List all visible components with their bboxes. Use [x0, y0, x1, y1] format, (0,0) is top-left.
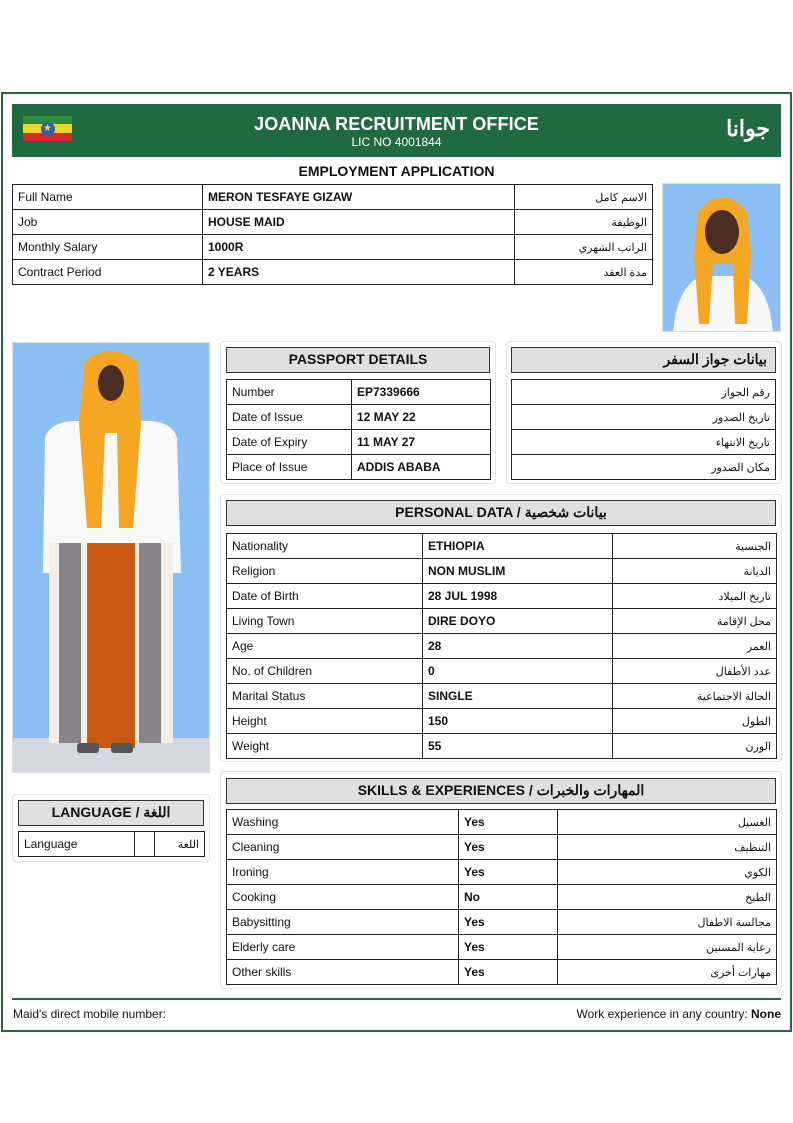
skill-label: Other skills: [227, 960, 459, 985]
skill-label-arabic: الطبخ: [558, 885, 777, 910]
passport-row: [227, 455, 491, 480]
personal-field-value: SINGLE: [423, 684, 613, 709]
personal-row: [227, 584, 777, 609]
footer-divider: [12, 998, 781, 1000]
personal-field-label: Marital Status: [227, 684, 423, 709]
passport-field-label-arabic: تاريخ الصدور: [512, 405, 776, 430]
personal-field-label-arabic: العمر: [613, 634, 777, 659]
passport-row: [227, 380, 491, 405]
skill-row: [227, 810, 777, 835]
skill-value: Yes: [459, 860, 558, 885]
passport-field-label: Date of Expiry: [227, 430, 352, 455]
personal-field-label-arabic: تاريخ الميلاد: [613, 584, 777, 609]
skill-label-arabic: الغسيل: [558, 810, 777, 835]
personal-row: [227, 609, 777, 634]
passport-field-label-arabic: مكان الصدور: [512, 455, 776, 480]
field-label: Full Name: [13, 185, 203, 210]
skill-label-arabic: رعاية المسنين: [558, 935, 777, 960]
basic-info-row: [13, 210, 653, 235]
basic-info-row: [13, 185, 653, 210]
personal-data-table: [226, 533, 777, 759]
field-label-arabic: الاسم كامل: [515, 185, 653, 210]
skill-label-arabic: الكوي: [558, 860, 777, 885]
passport-field-value: 12 MAY 22: [352, 405, 491, 430]
personal-row: [227, 559, 777, 584]
office-title: JOANNA RECRUITMENT OFFICE: [254, 114, 539, 134]
personal-field-value: 0: [423, 659, 613, 684]
passport-field-label: Date of Issue: [227, 405, 352, 430]
skill-value: Yes: [459, 935, 558, 960]
field-label: Contract Period: [13, 260, 203, 285]
skill-label-arabic: مجالسة الاطفال: [558, 910, 777, 935]
personal-row: [227, 734, 777, 759]
passport-table-arabic: [511, 379, 776, 480]
work-experience: [576, 1007, 781, 1021]
field-label-arabic: الوظيفة: [515, 210, 653, 235]
field-label-arabic: الراتب الشهري: [515, 235, 653, 260]
basic-info-row: [13, 260, 653, 285]
personal-field-value: DIRE DOYO: [423, 609, 613, 634]
field-value: HOUSE MAID: [203, 210, 515, 235]
personal-field-value: 55: [423, 734, 613, 759]
passport-row-arabic: [512, 380, 776, 405]
personal-field-label: Weight: [227, 734, 423, 759]
personal-field-label: Age: [227, 634, 423, 659]
skill-label: Washing: [227, 810, 459, 835]
passport-field-value: EP7339666: [352, 380, 491, 405]
personal-field-label-arabic: الديانة: [613, 559, 777, 584]
skill-value: Yes: [459, 835, 558, 860]
mobile-number-label: Maid's direct mobile number:: [13, 1007, 167, 1021]
personal-row: [227, 634, 777, 659]
personal-field-label-arabic: الطول: [613, 709, 777, 734]
personal-field-label-arabic: الجنسية: [613, 534, 777, 559]
passport-row-arabic: [512, 455, 776, 480]
basic-info-table: [12, 184, 653, 285]
passport-row-arabic: [512, 405, 776, 430]
personal-field-value: 150: [423, 709, 613, 734]
field-value: 2 YEARS: [203, 260, 515, 285]
field-value: MERON TESFAYE GIZAW: [203, 185, 515, 210]
personal-field-value: 28: [423, 634, 613, 659]
application-title: EMPLOYMENT APPLICATION: [298, 163, 495, 179]
language-label-arabic: اللغة: [155, 832, 205, 857]
skill-row: [227, 885, 777, 910]
personal-field-value: 28 JUL 1998: [423, 584, 613, 609]
field-label: Job: [13, 210, 203, 235]
skill-row: [227, 860, 777, 885]
personal-field-value: NON MUSLIM: [423, 559, 613, 584]
personal-data-title: PERSONAL DATA / بيانات شخصية: [226, 500, 776, 526]
header-banner: [12, 104, 781, 157]
skill-value: Yes: [459, 810, 558, 835]
basic-info-row: [13, 235, 653, 260]
field-value: 1000R: [203, 235, 515, 260]
skill-label-arabic: التنظيف: [558, 835, 777, 860]
personal-field-label-arabic: الحالة الاجتماعية: [613, 684, 777, 709]
skill-label: Babysitting: [227, 910, 459, 935]
personal-field-label: Religion: [227, 559, 423, 584]
passport-section-title-arabic: بيانات جواز السفر: [511, 347, 776, 373]
language-row: [19, 832, 205, 857]
personal-field-value: ETHIOPIA: [423, 534, 613, 559]
personal-field-label-arabic: الوزن: [613, 734, 777, 759]
full-body-photo: [12, 342, 210, 773]
skills-table: [226, 809, 777, 985]
passport-field-value: 11 MAY 27: [352, 430, 491, 455]
language-table: [18, 831, 205, 857]
skill-row: [227, 835, 777, 860]
skill-label: Elderly care: [227, 935, 459, 960]
personal-row: [227, 534, 777, 559]
skill-label: Cooking: [227, 885, 459, 910]
skill-value: Yes: [459, 960, 558, 985]
work-experience-label: Work experience in any country:: [576, 1007, 748, 1021]
passport-field-label-arabic: تاريخ الانتهاء: [512, 430, 776, 455]
personal-field-label: Nationality: [227, 534, 423, 559]
skill-row: [227, 960, 777, 985]
skills-title: SKILLS & EXPERIENCES / المهارات والخبرات: [226, 778, 776, 804]
field-label: Monthly Salary: [13, 235, 203, 260]
personal-field-label: Living Town: [227, 609, 423, 634]
passport-row-arabic: [512, 430, 776, 455]
personal-field-label: No. of Children: [227, 659, 423, 684]
personal-field-label: Date of Birth: [227, 584, 423, 609]
star-emblem-icon: ★: [41, 122, 55, 136]
personal-field-label-arabic: عدد الأطفال: [613, 659, 777, 684]
passport-field-label-arabic: رقم الجواز: [512, 380, 776, 405]
skill-label-arabic: مهارات أخرى: [558, 960, 777, 985]
skill-value: No: [459, 885, 558, 910]
license-number: LIC NO 4001844: [351, 135, 442, 149]
office-arabic-name: جوانا: [726, 116, 770, 141]
work-experience-value: None: [751, 1007, 781, 1021]
field-label-arabic: مدة العقد: [515, 260, 653, 285]
passport-table: [226, 379, 491, 480]
language-label: Language: [19, 832, 135, 857]
skill-value: Yes: [459, 910, 558, 935]
skill-row: [227, 935, 777, 960]
passport-field-label: Number: [227, 380, 352, 405]
personal-row: [227, 684, 777, 709]
personal-field-label: Height: [227, 709, 423, 734]
personal-field-label-arabic: محل الإقامة: [613, 609, 777, 634]
passport-field-label: Place of Issue: [227, 455, 352, 480]
personal-row: [227, 709, 777, 734]
passport-section-title: PASSPORT DETAILS: [226, 347, 490, 373]
skill-label: Ironing: [227, 860, 459, 885]
passport-field-value: ADDIS ABABA: [352, 455, 491, 480]
passport-row: [227, 430, 491, 455]
passport-row: [227, 405, 491, 430]
skill-row: [227, 910, 777, 935]
personal-row: [227, 659, 777, 684]
portrait-photo: [662, 183, 781, 332]
language-title: LANGUAGE / اللغة: [18, 800, 204, 826]
skill-label: Cleaning: [227, 835, 459, 860]
language-value: [135, 832, 155, 857]
